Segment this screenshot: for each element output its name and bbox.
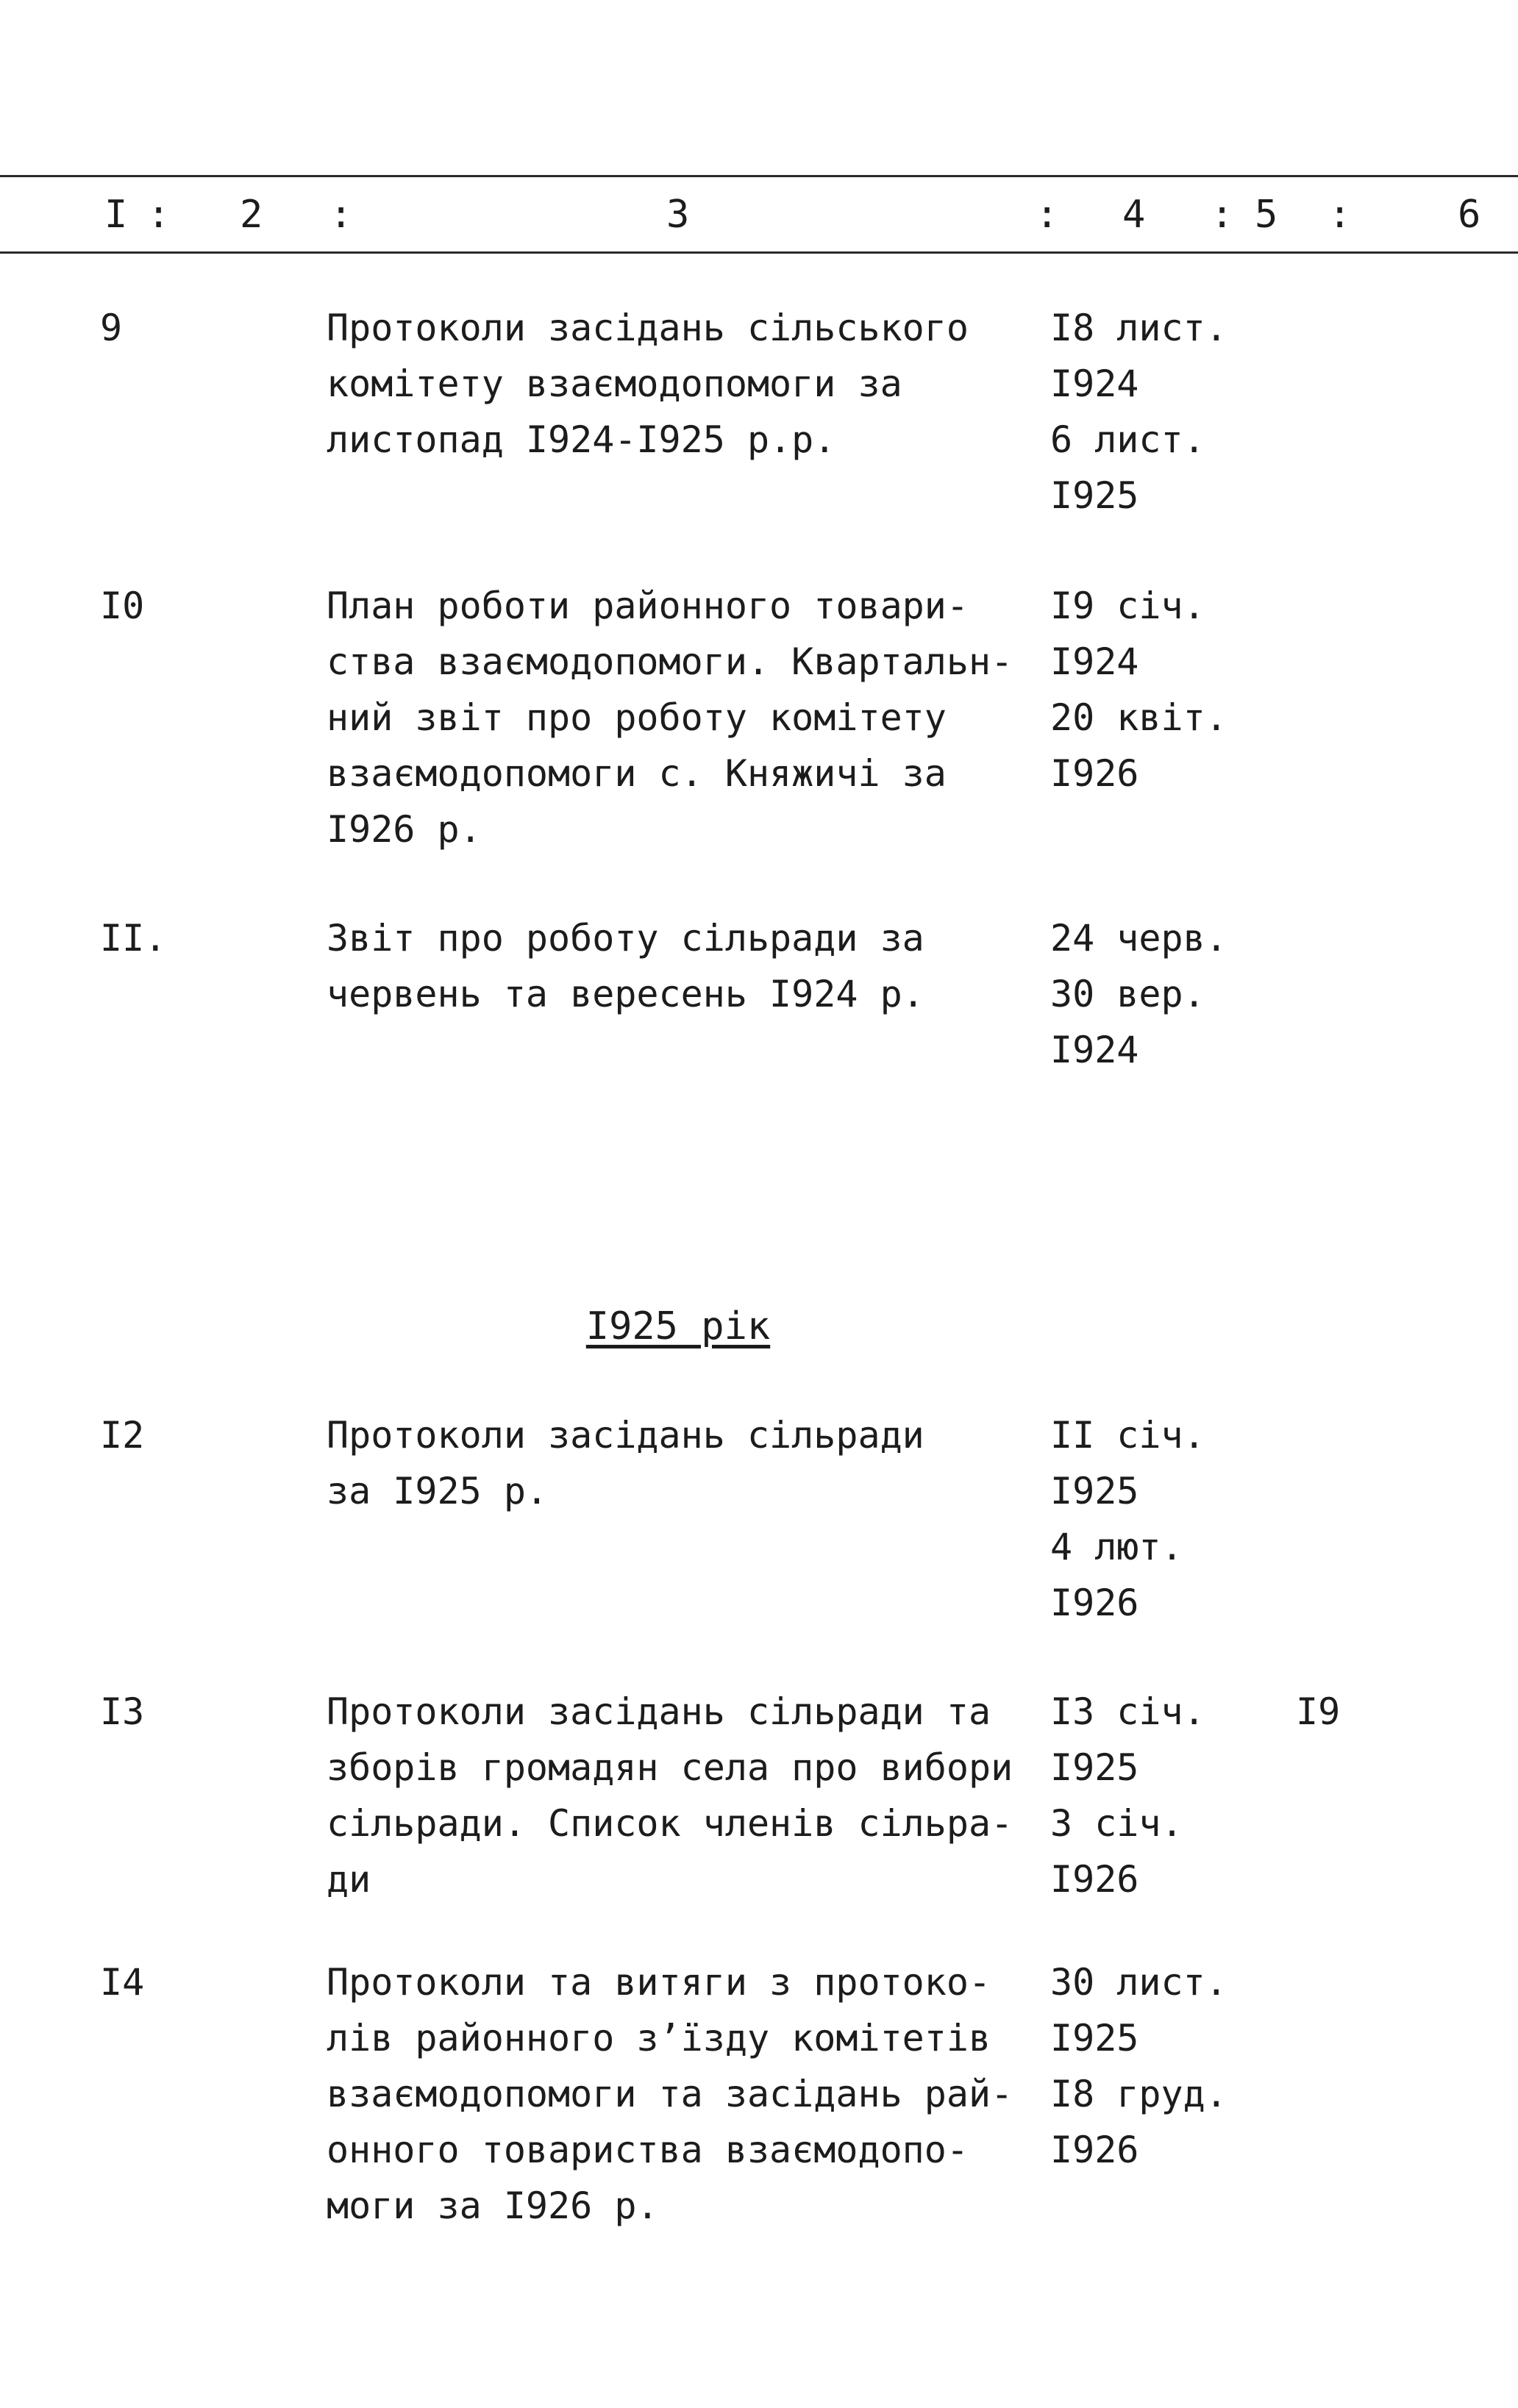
header-sep4: : — [1211, 193, 1234, 237]
header-bottom-rule — [0, 251, 1518, 254]
row-sheets: I9 — [1296, 1690, 1341, 1733]
row-dates: I8 лист. I924 6 лист. I925 — [1050, 307, 1227, 517]
row-dates: II січ. I925 4 лют. I926 — [1050, 1414, 1205, 1624]
row-number: I4 — [100, 1961, 145, 2004]
row-dates: 24 черв. 30 вер. I924 — [1050, 917, 1227, 1071]
header-col1: I — [104, 193, 128, 237]
row-title: Протоколи засідань сільради за I925 р. — [327, 1414, 924, 1512]
header-col6: 6 — [1458, 193, 1481, 237]
row-title: План роботи районного товари- ства взаємодопомоги. Квартальн- ний звіт про роботу комітету взаємодопомоги с. Княжичі за I926 р. — [327, 585, 1013, 851]
header-col5: 5 — [1255, 193, 1278, 237]
header-sep5: : — [1328, 193, 1352, 237]
header-sep1: : — [147, 193, 171, 237]
row-title: Протоколи засідань сільського комітету взаємодопомоги за листопад I924-I925 р.р. — [327, 307, 969, 461]
header-col2: 2 — [240, 193, 263, 237]
header-sep2: : — [329, 193, 353, 237]
row-dates: I9 січ. I924 20 квіт. I926 — [1050, 585, 1227, 795]
row-dates: I3 січ. I925 3 січ. I926 — [1050, 1690, 1205, 1901]
row-title: Протоколи та витяги з протоко- лів районного з’їзду комітетів взаємодопомоги та засідань рай- онного товариства взаємодопо- моги за I926 р. — [327, 1961, 1013, 2227]
header-sep3: : — [1036, 193, 1059, 237]
header-col4: 4 — [1122, 193, 1146, 237]
row-number: I3 — [100, 1690, 145, 1733]
row-dates: 30 лист. I925 I8 груд. I926 — [1050, 1961, 1227, 2171]
section-year-heading: I925 рік — [585, 1304, 771, 1348]
row-number: I0 — [100, 585, 145, 627]
row-number: I2 — [100, 1414, 145, 1457]
row-title: Протоколи засідань сільради та зборів громадян села про вибори сільради. Список членів сільра- ди — [327, 1690, 1013, 1901]
header-col3: 3 — [666, 193, 690, 237]
row-number: 9 — [100, 307, 123, 349]
header-top-rule — [0, 175, 1518, 177]
row-title: Звіт про роботу сільради за червень та вересень I924 р. — [327, 917, 924, 1015]
row-number: II. — [100, 917, 167, 960]
